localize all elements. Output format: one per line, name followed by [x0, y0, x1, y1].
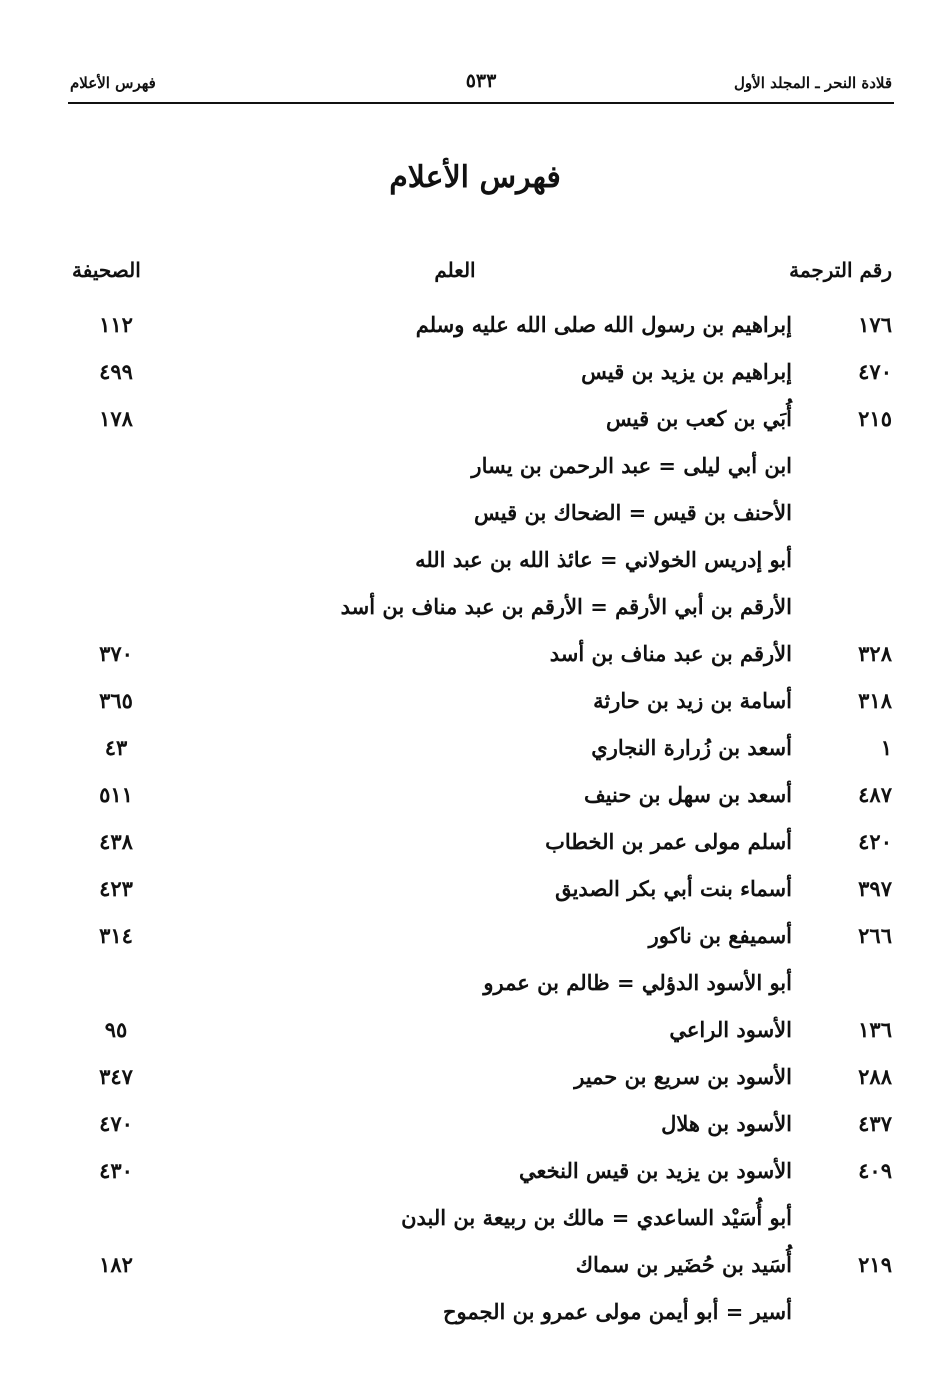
entry-number: ١٧٦: [858, 312, 892, 337]
entry-page: ٣٤٧: [99, 1064, 133, 1089]
index-entry: [62, 1058, 894, 1105]
column-header-name: العلم: [434, 258, 476, 282]
entry-page: ٣٦٥: [99, 688, 133, 713]
entry-number: ٤٨٧: [858, 782, 892, 807]
index-entry: [62, 917, 894, 964]
entry-page: ٤٧٠: [99, 1111, 133, 1136]
entry-page: ٤٣: [104, 735, 128, 760]
entry-name: أبو أُسَيْد الساعدي = مالك بن ربيعة بن البدن: [401, 1205, 792, 1230]
entry-page: ٤٣٠: [99, 1158, 133, 1183]
entry-name: أُبَي بن كعب بن قيس: [606, 406, 792, 431]
entry-page: ٣٧٠: [99, 641, 133, 666]
index-entry: [62, 870, 894, 917]
entry-name: أُسَيد بن حُضَير بن سماك: [575, 1252, 792, 1277]
entry-page: ١١٢: [99, 312, 133, 337]
entry-number: ٢١٩: [858, 1252, 892, 1277]
index-entry: [62, 1011, 894, 1058]
entry-name: ابن أبي ليلى = عبد الرحمن بن يسار: [471, 453, 792, 478]
entry-name: أسلم مولى عمر بن الخطاب: [545, 829, 792, 854]
entry-name: أبو إدريس الخولاني = عائذ الله بن عبد الله: [415, 547, 792, 572]
entry-number: ١٣٦: [858, 1017, 892, 1042]
entry-number: ٣١٨: [858, 688, 892, 713]
entry-name: أسميفع بن ناكور: [648, 923, 792, 948]
index-entry: [62, 1246, 894, 1293]
entry-name: الأرقم بن عبد مناف بن أسد: [549, 641, 792, 666]
index-entry: [62, 353, 894, 400]
entry-page: ٩٥: [104, 1017, 128, 1042]
entry-name: إبراهيم بن يزيد بن قيس: [581, 359, 792, 384]
page-number: ٥٣٣: [465, 70, 497, 92]
entry-page: ٤٣٨: [99, 829, 133, 854]
index-entry: [62, 1293, 894, 1340]
index-entry: [62, 1152, 894, 1199]
index-entry: [62, 541, 894, 588]
entry-name: أسير = أبو أيمن مولى عمرو بن الجموح: [442, 1299, 792, 1324]
entry-number: ٣٢٨: [858, 641, 892, 666]
entry-name: أسعد بن زُرارة النجاري: [591, 735, 792, 760]
entry-number: ٢١٥: [858, 406, 892, 431]
index-list: [62, 306, 894, 1340]
entry-name: أسامة بن زيد بن حارثة: [593, 688, 792, 713]
entry-name: الأسود بن سريع بن حمير: [574, 1064, 792, 1089]
entry-name: إبراهيم بن رسول الله صلى الله عليه وسلم: [415, 312, 792, 337]
entry-name: الأحنف بن قيس = الضحاك بن قيس: [474, 500, 792, 525]
running-header: [68, 68, 894, 104]
column-header-page: الصحيفة: [72, 258, 141, 282]
entry-number: ٢٨٨: [858, 1064, 892, 1089]
index-entry: [62, 635, 894, 682]
entry-page: ٤٢٣: [99, 876, 133, 901]
index-entry: [62, 1105, 894, 1152]
entry-name: الأسود الراعي: [669, 1017, 792, 1042]
entry-number: ٣٩٧: [858, 876, 892, 901]
index-entry: [62, 729, 894, 776]
index-entry: [62, 682, 894, 729]
entry-name: أسماء بنت أبي بكر الصديق: [555, 876, 792, 901]
entry-name: أبو الأسود الدؤلي = ظالم بن عمرو: [483, 970, 792, 995]
entry-page: ٣١٤: [99, 923, 133, 948]
entry-name: أسعد بن سهل بن حنيف: [583, 782, 792, 807]
entry-number: ٢٦٦: [858, 923, 892, 948]
index-entry: [62, 964, 894, 1011]
entry-number: ٤٧٠: [858, 359, 892, 384]
entry-number: ٤٣٧: [858, 1111, 892, 1136]
entry-page: ١٨٢: [99, 1252, 133, 1277]
column-header-number: رقم الترجمة: [789, 258, 892, 282]
index-entry: [62, 1199, 894, 1246]
entry-number: ٤٠٩: [858, 1158, 892, 1183]
index-title: فهرس الأعلام: [389, 160, 561, 195]
section-title: فهرس الأعلام: [70, 74, 156, 92]
index-entry: [62, 494, 894, 541]
entry-page: ١٧٨: [99, 406, 133, 431]
index-entry: [62, 588, 894, 635]
entry-name: الأرقم بن أبي الأرقم = الأرقم بن عبد مناف بن أسد: [340, 594, 792, 619]
entry-name: الأسود بن هلال: [661, 1111, 792, 1136]
entry-page: ٥١١: [99, 782, 133, 807]
index-entry: [62, 823, 894, 870]
entry-number: ٤٢٠: [858, 829, 892, 854]
book-title: قلادة النحر ـ المجلد الأول: [734, 74, 892, 92]
entry-page: ٤٩٩: [99, 359, 133, 384]
index-entry: [62, 776, 894, 823]
index-entry: [62, 306, 894, 353]
index-entry: [62, 447, 894, 494]
entry-number: ١: [880, 735, 892, 760]
entry-name: الأسود بن يزيد بن قيس النخعي: [518, 1158, 792, 1183]
index-entry: [62, 400, 894, 447]
